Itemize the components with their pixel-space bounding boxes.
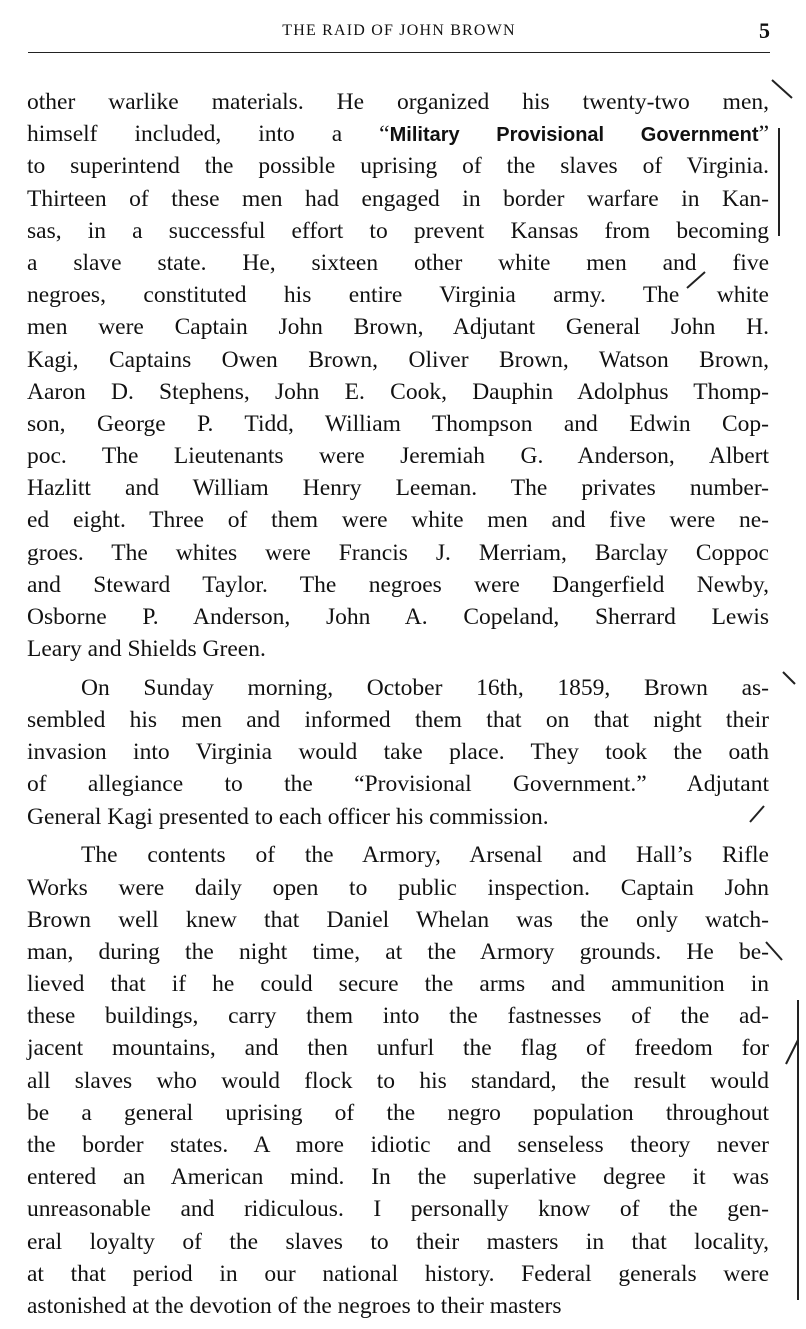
margin-mark <box>786 1040 798 1064</box>
page-number: 5 <box>759 18 770 43</box>
text-line: Leary and Shields Green. <box>27 636 266 663</box>
text-line: entered an American mind. In the superlative degree it was <box>27 1164 769 1191</box>
text-line: be a general uprising of the negro population throughout <box>27 1099 769 1126</box>
header-rule <box>28 52 770 53</box>
text-line: sas, in a successful effort to prevent Kansas from becoming <box>27 217 769 244</box>
text-line: other warlike materials. He organized his twenty-two men, <box>27 89 769 115</box>
text-line: astonished at the devotion of the negroes to their masters <box>27 1292 562 1319</box>
running-header <box>28 18 770 44</box>
text-line: unreasonable and ridiculous. I personally know of the gen- <box>27 1196 769 1223</box>
text-line: jacent mountains, and then unfurl the flag of freedom for <box>27 1035 769 1062</box>
text-line: himself included, into a “Military Provisional Government” <box>27 121 769 148</box>
text-line: all slaves who would flock to his standard, the result would <box>27 1067 769 1094</box>
text-line: to superintend the possible uprising of the slaves of Virginia. <box>27 153 769 180</box>
text-line: Aaron D. Stephens, John E. Cook, Dauphin Adolphus Thomp- <box>27 378 769 405</box>
text-line: Hazlitt and William Henry Leeman. The privates number- <box>27 475 769 502</box>
bold-phrase: Military Provisional Government <box>389 124 759 147</box>
text-line: Osborne P. Anderson, John A. Copeland, Sherrard Lewis <box>27 604 769 630</box>
text-line: a slave state. He, sixteen other white men and five <box>27 249 769 276</box>
text-line: poc. The Lieutenants were Jeremiah G. Anderson, Albert <box>27 443 769 470</box>
text-line: of allegiance to the “Provisional Government.” Adjutant <box>27 771 769 798</box>
text-line: these buildings, carry them into the fastnesses of the ad- <box>27 1003 769 1030</box>
text-line: The contents of the Armory, Arsenal and Hall’s Rifle <box>81 842 769 869</box>
text-line: at that period in our national history. Federal generals were <box>27 1260 769 1287</box>
text-line: groes. The whites were Francis J. Merriam, Barclay Coppoc <box>27 539 769 566</box>
margin-mark <box>783 672 795 684</box>
margin-mark <box>772 80 792 98</box>
text-line: Thirteen of these men had engaged in border warfare in Kan- <box>27 185 769 212</box>
text-line: ed eight. Three of them were white men and five were ne- <box>27 507 769 534</box>
text-line: invasion into Virginia would take place. They took the oath <box>27 739 769 766</box>
text-line: and Steward Taylor. The negroes were Dangerfield Newby, <box>27 571 769 598</box>
text-line: son, George P. Tidd, William Thompson and Edwin Cop- <box>27 410 769 437</box>
text-line: On Sunday morning, October 16th, 1859, Brown as- <box>81 674 769 701</box>
page-body <box>27 86 769 1329</box>
text-line: sembled his men and informed them that on that night their <box>27 707 769 734</box>
text-line: General Kagi presented to each officer his commission. <box>27 803 549 830</box>
text-line: lieved that if he could secure the arms and ammunition in <box>27 971 769 998</box>
running-title: THE RAID OF JOHN BROWN <box>282 22 516 39</box>
text-line: the border states. A more idiotic and senseless theory never <box>27 1132 769 1158</box>
text-line: Works were daily open to public inspection. Captain John <box>27 874 769 901</box>
text-line: Kagi, Captains Owen Brown, Oliver Brown, Watson Brown, <box>27 346 769 373</box>
text-line: man, during the night time, at the Armory grounds. He be- <box>27 938 769 965</box>
text-line: negroes, constituted his entire Virginia army. The white <box>27 282 769 309</box>
text-line: men were Captain John Brown, Adjutant General John H. <box>27 314 769 341</box>
paragraph <box>27 839 769 1322</box>
text-line: Brown well knew that Daniel Whelan was the only watch- <box>27 906 769 933</box>
paragraph <box>27 86 769 665</box>
text-line: eral loyalty of the slaves to their masters in that locality, <box>27 1228 769 1255</box>
paragraph <box>27 672 769 833</box>
